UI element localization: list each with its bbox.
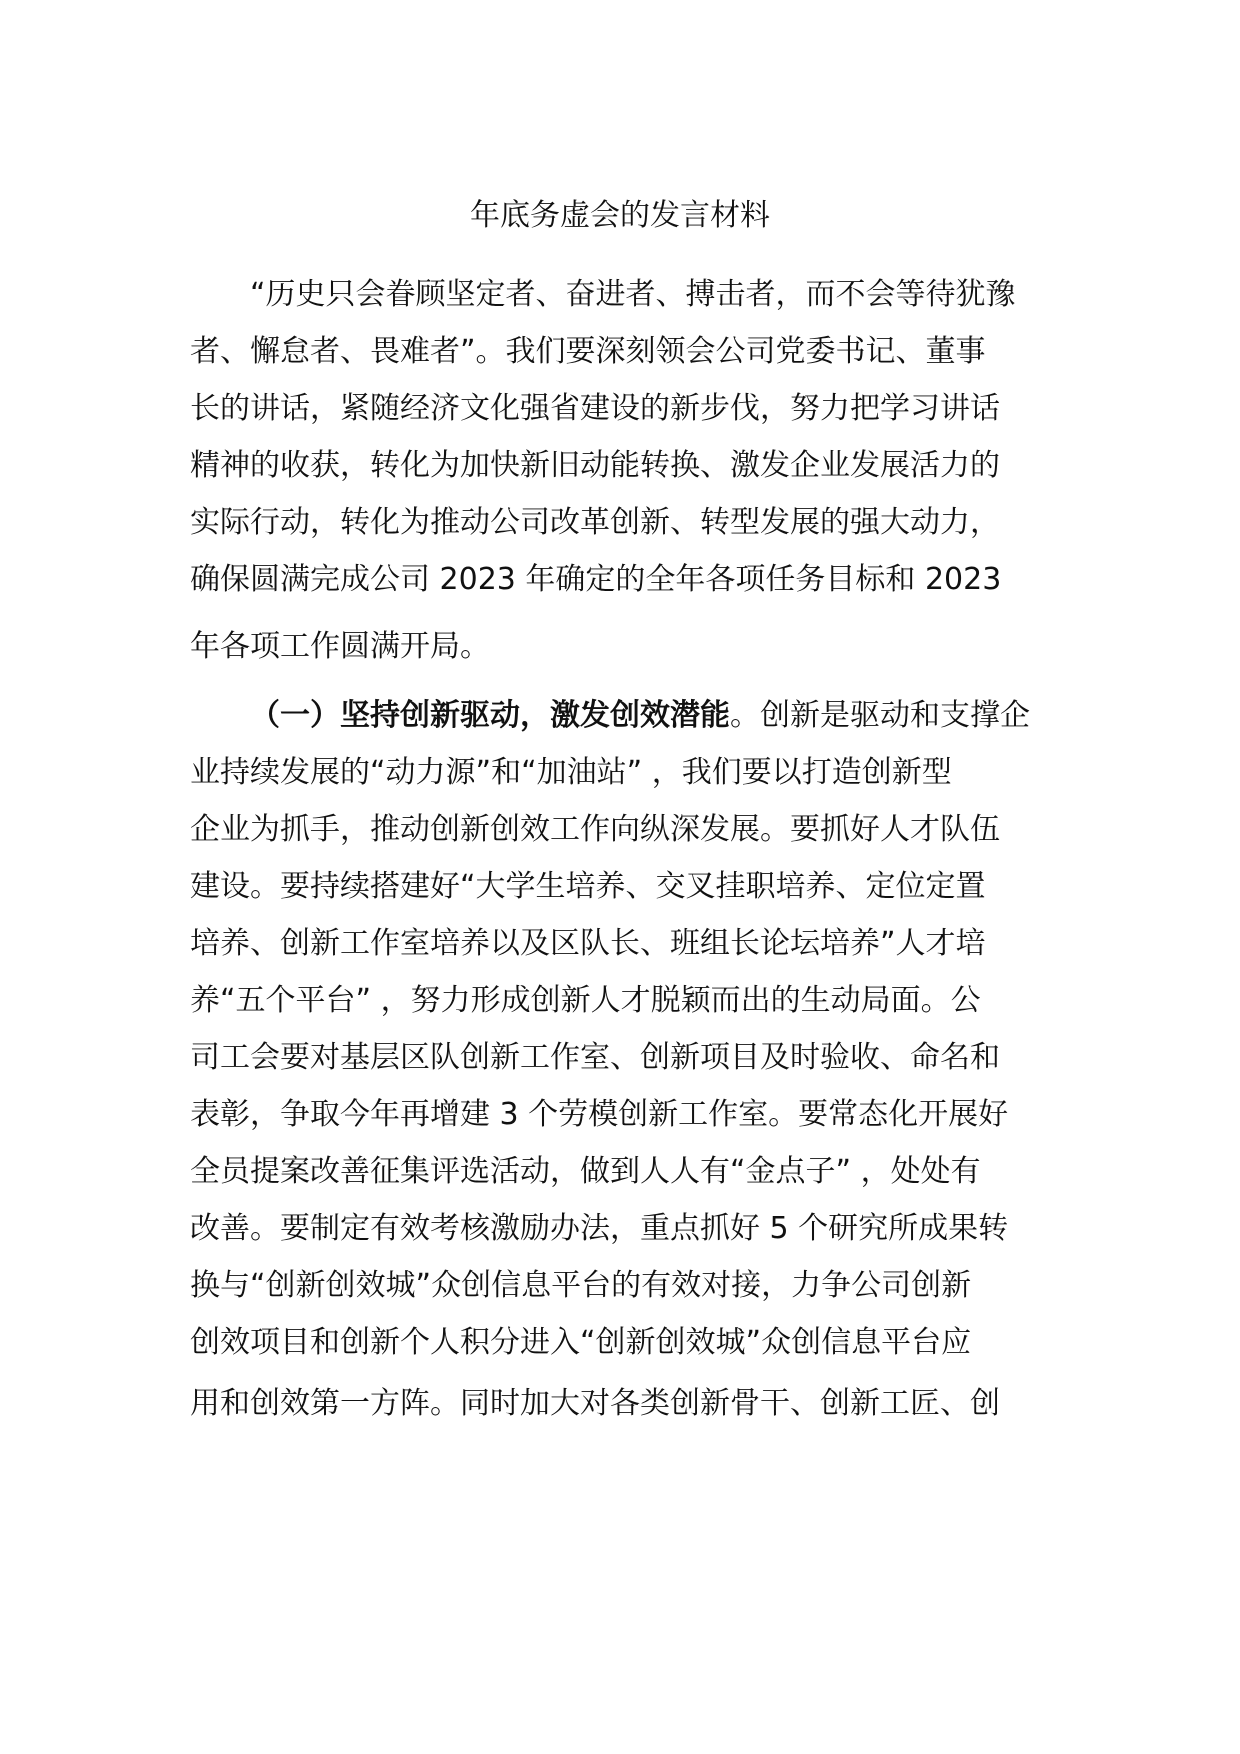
paragraph-1-line: 精神的收获，转化为加快新旧动能转换、激发企业发展活力的	[190, 448, 1000, 483]
paragraph-2-line: 表彰，争取今年再增建 3 个劳模创新工作室。要常态化开展好	[190, 1097, 1009, 1132]
paragraph-2-first-line	[190, 687, 1050, 744]
paragraph-2-line: 司工会要对基层区队创新工作室、创新项目及时验收、命名和	[190, 1040, 1000, 1075]
paragraph-2-first-line-rest: 。创新是驱动和支撑企	[730, 698, 1030, 733]
paragraph-1-line: 长的讲话，紧随经济文化强省建设的新步伐，努力把学习讲话	[190, 391, 1000, 426]
paragraph-1-line: 年各项工作圆满开局。	[190, 629, 490, 664]
paragraph-1-line: “历史只会眷顾坚定者、奋进者、搏击者，而不会等待犹豫	[250, 277, 1016, 312]
paragraph-2-line: 养“五个平台” ，努力形成创新人才脱颖而出的生动局面。公	[190, 983, 981, 1018]
paragraph-2-line: 企业为抓手，推动创新创效工作向纵深发展。要抓好人才队伍	[190, 812, 1000, 847]
paragraph-2-line: 全员提案改善征集评选活动，做到人人有“金点子” ，处处有	[190, 1154, 981, 1189]
document-title: 年底务虚会的发言材料	[470, 198, 770, 233]
paragraph-1-line: 确保圆满完成公司 2023 年确定的全年各项任务目标和 2023	[190, 562, 1002, 597]
paragraph-2-line: 培养、创新工作室培养以及区队长、班组长论坛培养”人才培	[190, 926, 986, 961]
paragraph-2-line: 用和创效第一方阵。同时加大对各类创新骨干、创新工匠、创	[190, 1386, 1000, 1421]
paragraph-1-line: 实际行动，转化为推动公司改革创新、转型发展的强大动力，	[190, 505, 1000, 540]
paragraph-2-line: 改善。要制定有效考核激励办法，重点抓好 5 个研究所成果转	[190, 1211, 1009, 1246]
paragraph-2-line: 业持续发展的“动力源”和“加油站” ，我们要以打造创新型	[190, 755, 952, 790]
paragraph-2-line: 创效项目和创新个人积分进入“创新创效城”众创信息平台应	[190, 1325, 972, 1360]
document-body	[190, 266, 1050, 1432]
paragraph-1-line: 者、懈怠者、畏难者”。我们要深刻领会公司党委书记、董事	[190, 334, 986, 369]
section-heading: （一）坚持创新驱动，激发创效潜能	[250, 698, 730, 733]
paragraph-2-line: 换与“创新创效城”众创信息平台的有效对接，力争公司创新	[190, 1268, 972, 1303]
paragraph-2-line: 建设。要持续搭建好“大学生培养、交叉挂职培养、定位定置	[190, 869, 986, 904]
